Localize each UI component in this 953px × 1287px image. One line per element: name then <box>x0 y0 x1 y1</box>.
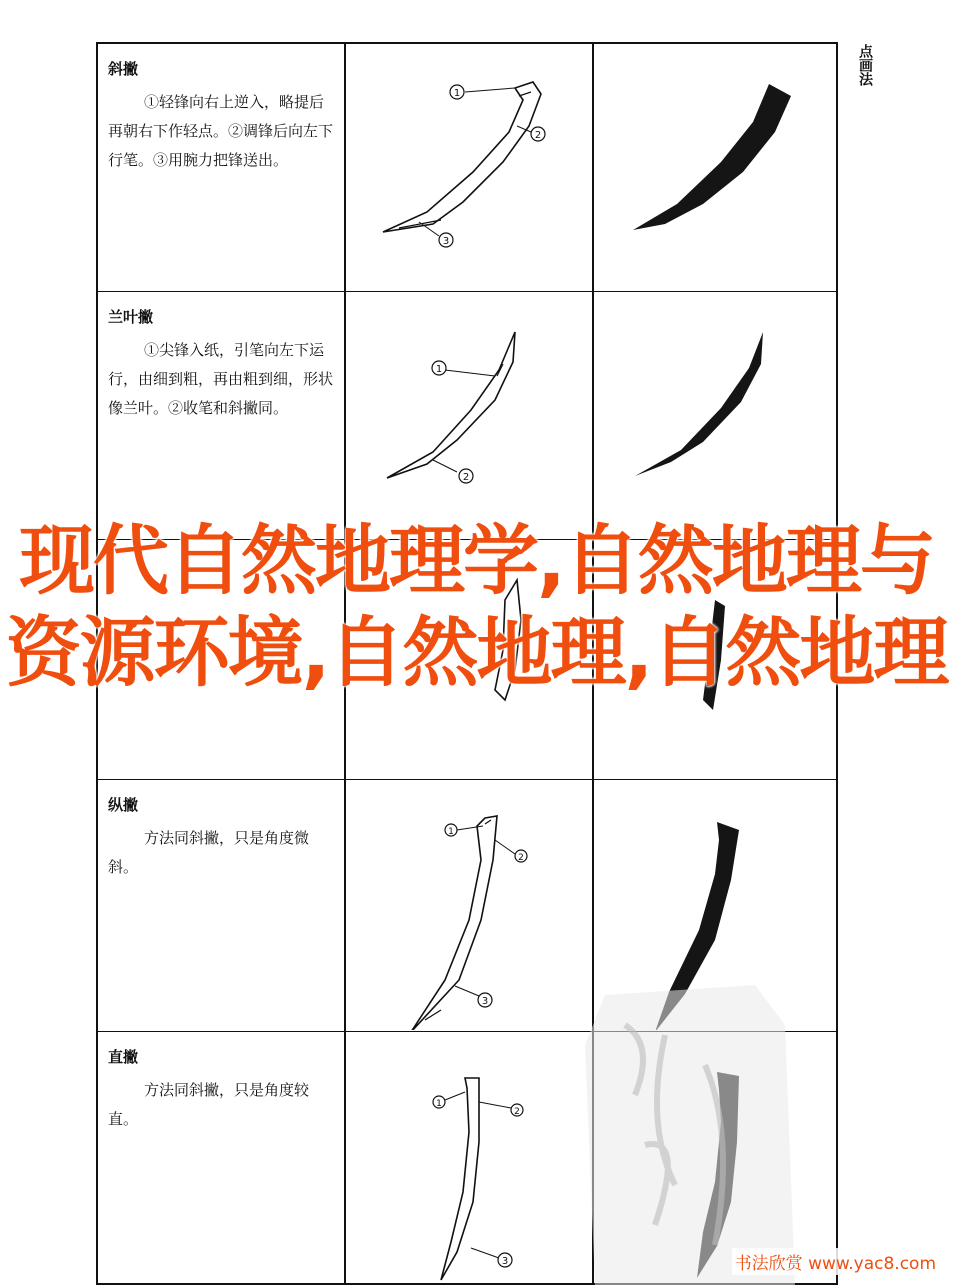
stroke-title: 直撇 <box>108 1048 139 1066</box>
stroke-description: ①轻锋向右上逆入，略提后再朝右下作轻点。②调锋后向左下行笔。③用腕力把锋送出。 <box>108 93 334 169</box>
stroke-title: 兰叶撇 <box>108 308 154 326</box>
table-row <box>98 44 836 292</box>
marker-label: 2 <box>462 472 470 483</box>
table-row <box>98 292 836 540</box>
side-label: 点画法 <box>857 44 873 86</box>
marker-label: 1 <box>435 364 443 375</box>
stroke-description: 方法同斜撇，只是角度较直。 <box>108 1081 310 1128</box>
marker-label: 3 <box>442 236 450 247</box>
stroke-title: 斜撇 <box>108 60 139 78</box>
outline-diagram <box>345 44 591 290</box>
marker-label: 3 <box>501 1256 509 1267</box>
outline-diagram <box>345 292 591 538</box>
marker-label: 1 <box>453 88 461 99</box>
stroke-title: 纵撇 <box>108 796 139 814</box>
headline-overlay: 现代自然地理学,自然地理与资源环境,自然地理,自然地理 <box>5 516 948 697</box>
stroke-description: ①尖锋入纸，引笔向左下运行，由细到粗，再由粗到细，形状像兰叶。②收笔和斜撇同。 <box>108 341 334 417</box>
marker-label: 2 <box>514 1107 520 1117</box>
outline-diagram <box>345 1032 591 1285</box>
marker-label: 2 <box>518 853 524 863</box>
solid-stroke <box>593 292 839 538</box>
solid-stroke <box>593 44 839 290</box>
marker-label: 3 <box>481 996 489 1007</box>
marker-label: 2 <box>534 130 542 141</box>
site-watermark: 书法欣赏 www.yac8.com <box>732 1248 939 1275</box>
stroke-description: 方法同斜撇，只是角度微斜。 <box>108 829 310 876</box>
marker-label: 1 <box>436 1099 442 1109</box>
outline-diagram <box>345 780 591 1030</box>
marker-label: 1 <box>448 827 454 837</box>
seal-watermark <box>585 985 795 1285</box>
